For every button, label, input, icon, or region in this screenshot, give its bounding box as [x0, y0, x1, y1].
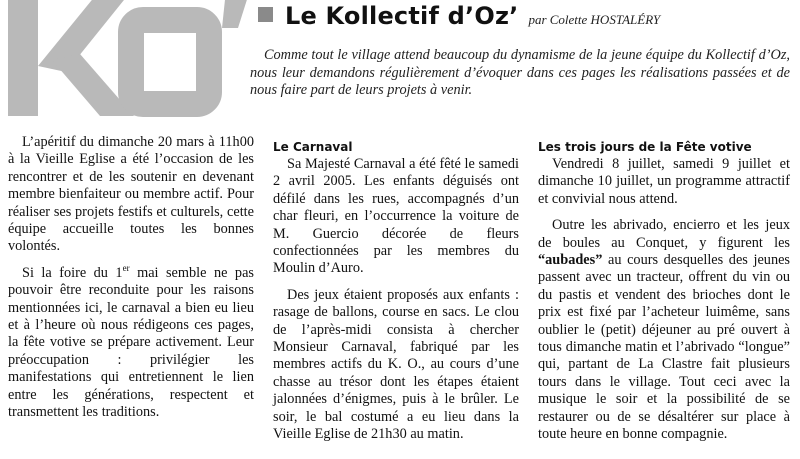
logo-o [131, 20, 209, 104]
kollectif-logo [0, 0, 255, 118]
col3-paragraph-2 [538, 217, 790, 443]
col3-p2-a: Outre les abrivado, encierro et les jeux de boules au Conquet, y figurent les [538, 217, 790, 251]
column-3 [538, 134, 790, 453]
col2-paragraph-2: Des jeux étaient proposés aux enfants : rasage de ballons, course en sacs. Le clou de l’après-midi consista à chercher Monsieur Carnaval, fabriqué par les membres actifs du K. O., au cours d’une chasse au trésor dont les étapes étaient jalonnées d’énigmes, puis à le brûler. Le soir, le bal costumé a eu lieu dans la Vieille Eglise de 21h30 au matin. [273, 286, 519, 443]
article-byline: par Colette HOSTALÉRY [528, 12, 661, 27]
article-intro: Comme tout le village attend beaucoup du dynamisme de la jeune équipe du Kollectif d’Oz, nous leur demandons régulièrement d’évoquer dans ces pages les réalisations passées et de nous faire part de leurs projets à venir. [250, 47, 790, 98]
article-header [258, 2, 798, 30]
col3-p2-aubades: “aubades” [538, 252, 603, 269]
fete-votive-heading: Les trois jours de la Fête votive [538, 140, 752, 154]
col1-p2-rest: mai semble ne pas pouvoir être reconduite pour les raisons mentionnées ici, le carnaval a bien eu lieu et à l’heure où nous rédigeons ces pages, la fête votive se prépare activement. Leur préoccupation : privilégier les manifestations qui entretiennent le lien entre les générations, respectent et transmettent les traditions. [8, 264, 254, 421]
article-title: Le Kollectif d’Oz’ [285, 2, 519, 30]
col1-p2-superscript: er [122, 263, 130, 274]
column-2 [273, 134, 519, 453]
col3-paragraph-1: Vendredi 8 juillet, samedi 9 juillet et dimanche 10 juillet, un programme attractif et convivial nous attend. [538, 156, 790, 207]
carnaval-heading: Le Carnaval [273, 140, 353, 154]
title-row [258, 2, 798, 30]
logo-letters-graphic [0, 0, 255, 118]
col2-paragraph-1: Sa Majesté Carnaval a été fêté le samedi 2 avril 2005. Les enfants déguisés ont défilé dans les rues, accompagnés d’un char fleuri, en l’occurrence la voiture de M. Guercio décorée de fleurs confectionnées par les membres du Moulin d’Auro. [273, 156, 519, 277]
col1-paragraph-2 [8, 265, 254, 422]
col1-paragraph-1: L’apéritif du dimanche 20 mars à 11h00 à la Vieille Eglise a été l’occasion de les rencontrer et de les soutenir en devenant membre bienfaiteur ou membre actif. Pour réaliser ses projets festifs et culturels, cette équipe accueille toutes les bonnes volontés. [8, 134, 254, 255]
logo-apostrophe [222, 0, 250, 28]
col3-p2-c: au cours desquelles des jeunes passent avec un tracteur, offrent du vin ou du pastis et vendent des brioches dont le prix est fixé par l’acheteur luimême, sans oublier le (petit) déjeuner au pré ouvert à tous dimanche matin et l’abrivado “longue” qui, partant de La Clastre fait plusieurs tours dans le village. Tout ceci avec la musique le soir et la possibilité de se restaurer ou de se désaltérer sur place à toute heure en bonne compagnie. [538, 252, 790, 443]
col1-p2-start: Si la foire du 1 [22, 264, 123, 281]
column-1 [8, 134, 254, 431]
square-bullet-icon [258, 7, 273, 22]
logo-k-stem [8, 0, 38, 116]
